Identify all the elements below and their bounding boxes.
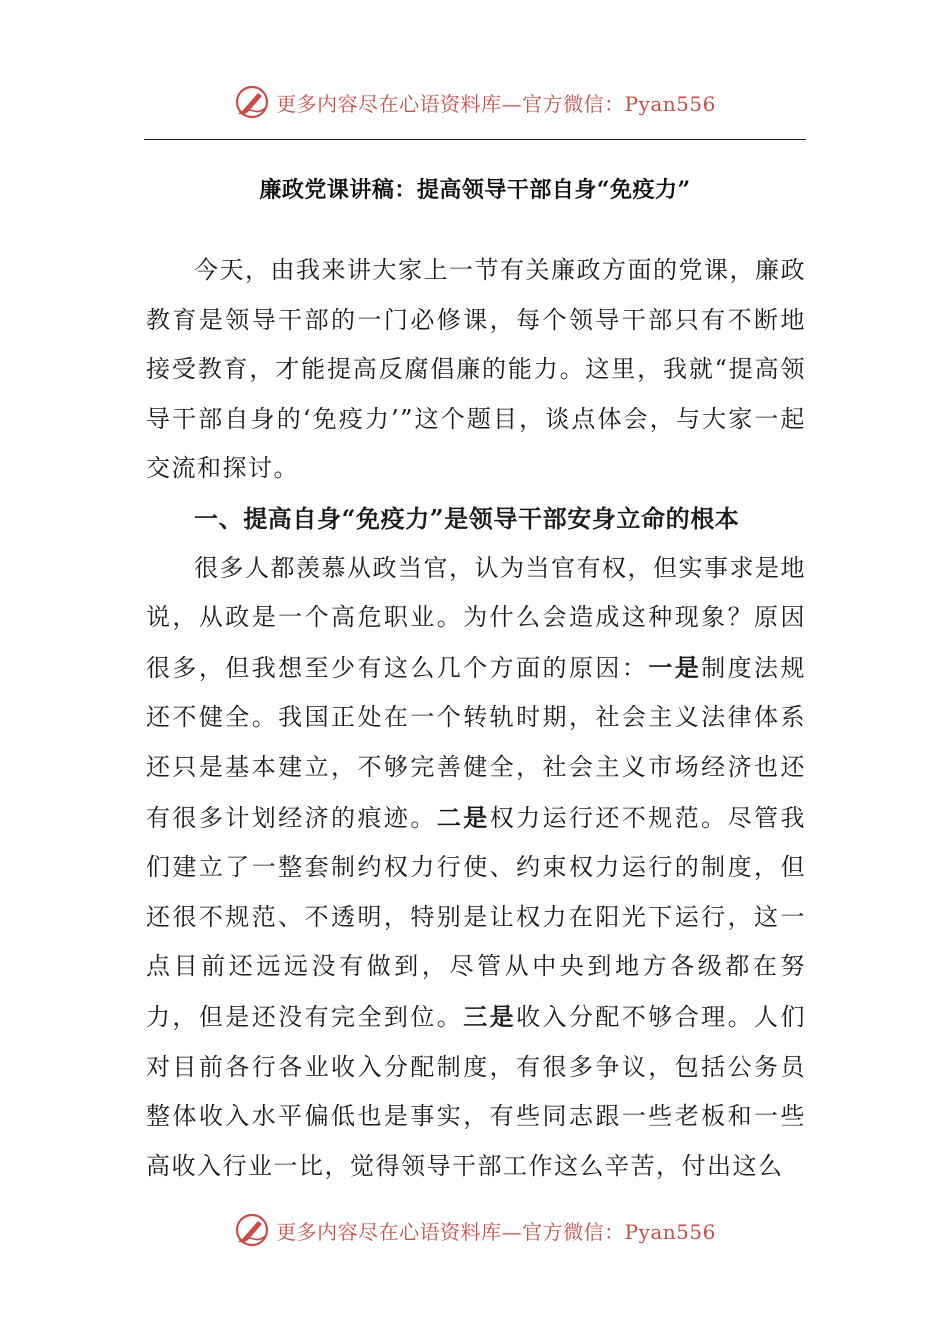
document-title: 廉政党课讲稿：提高领导干部自身“免疫力” xyxy=(259,177,691,203)
footer-banner xyxy=(0,1208,950,1252)
header-divider xyxy=(144,139,806,140)
keyword-second: 二是 xyxy=(436,802,490,832)
intro-paragraph: 今天，由我来讲大家上一节有关廉政方面的党课，廉政教育是领导干部的一门必修课，每个领导干部只有不断地接受教育，才能提高反腐倡廉的能力。这里，我就“提高领导干部自身的‘免疫力’”这个题目，谈点体会，与大家一起交流和探讨。 xyxy=(146,256,806,483)
paragraph-text: 权力运行还不规范。尽管我们建立了一整套制约权力行使、约束权力运行的制度，但还很不规范、不透明，特别是让权力在阳光下运行，这一点目前还远远没有做到，尽管从中央到地方各级都在努力，但是还没有完全到位。 xyxy=(146,803,806,1031)
document-body xyxy=(146,246,806,1191)
pen-logo-icon xyxy=(234,84,270,120)
pen-logo-icon xyxy=(234,1212,270,1248)
paragraph-text: 制度法规还不健全。我国正处在一个转轨时期，社会主义法律体系还只是基本建立，不够完善健全，社会主义市场经济也还有很多计划经济的痕迹。 xyxy=(146,653,806,832)
paragraph-text: 收入分配不够合理。人们对目前各行各业收入分配制度，有很多争议，包括公务员整体收入水平偏低也是事实，有些同志跟一些老板和一些高收入行业一比，觉得领导干部工作这么辛苦，付出这么 xyxy=(146,1002,806,1180)
paragraph-text: 很多人都羡慕从政当官，认为当官有权，但实事求是地说，从政是一个高危职业。为什么会造成这种现象？原因很多，但我想至少有这么几个方面的原因： xyxy=(146,553,806,682)
keyword-third: 三是 xyxy=(463,1001,517,1031)
section-heading: 一、提高自身“免疫力”是领导干部安身立命的根本 xyxy=(194,503,740,533)
keyword-first: 一是 xyxy=(648,652,702,682)
section-paragraph xyxy=(146,544,806,1192)
header-banner xyxy=(0,80,950,124)
banner-text: 更多内容尽在心语资料库—官方微信：Pyan556 xyxy=(276,1219,716,1244)
banner-text: 更多内容尽在心语资料库—官方微信：Pyan556 xyxy=(276,91,716,116)
